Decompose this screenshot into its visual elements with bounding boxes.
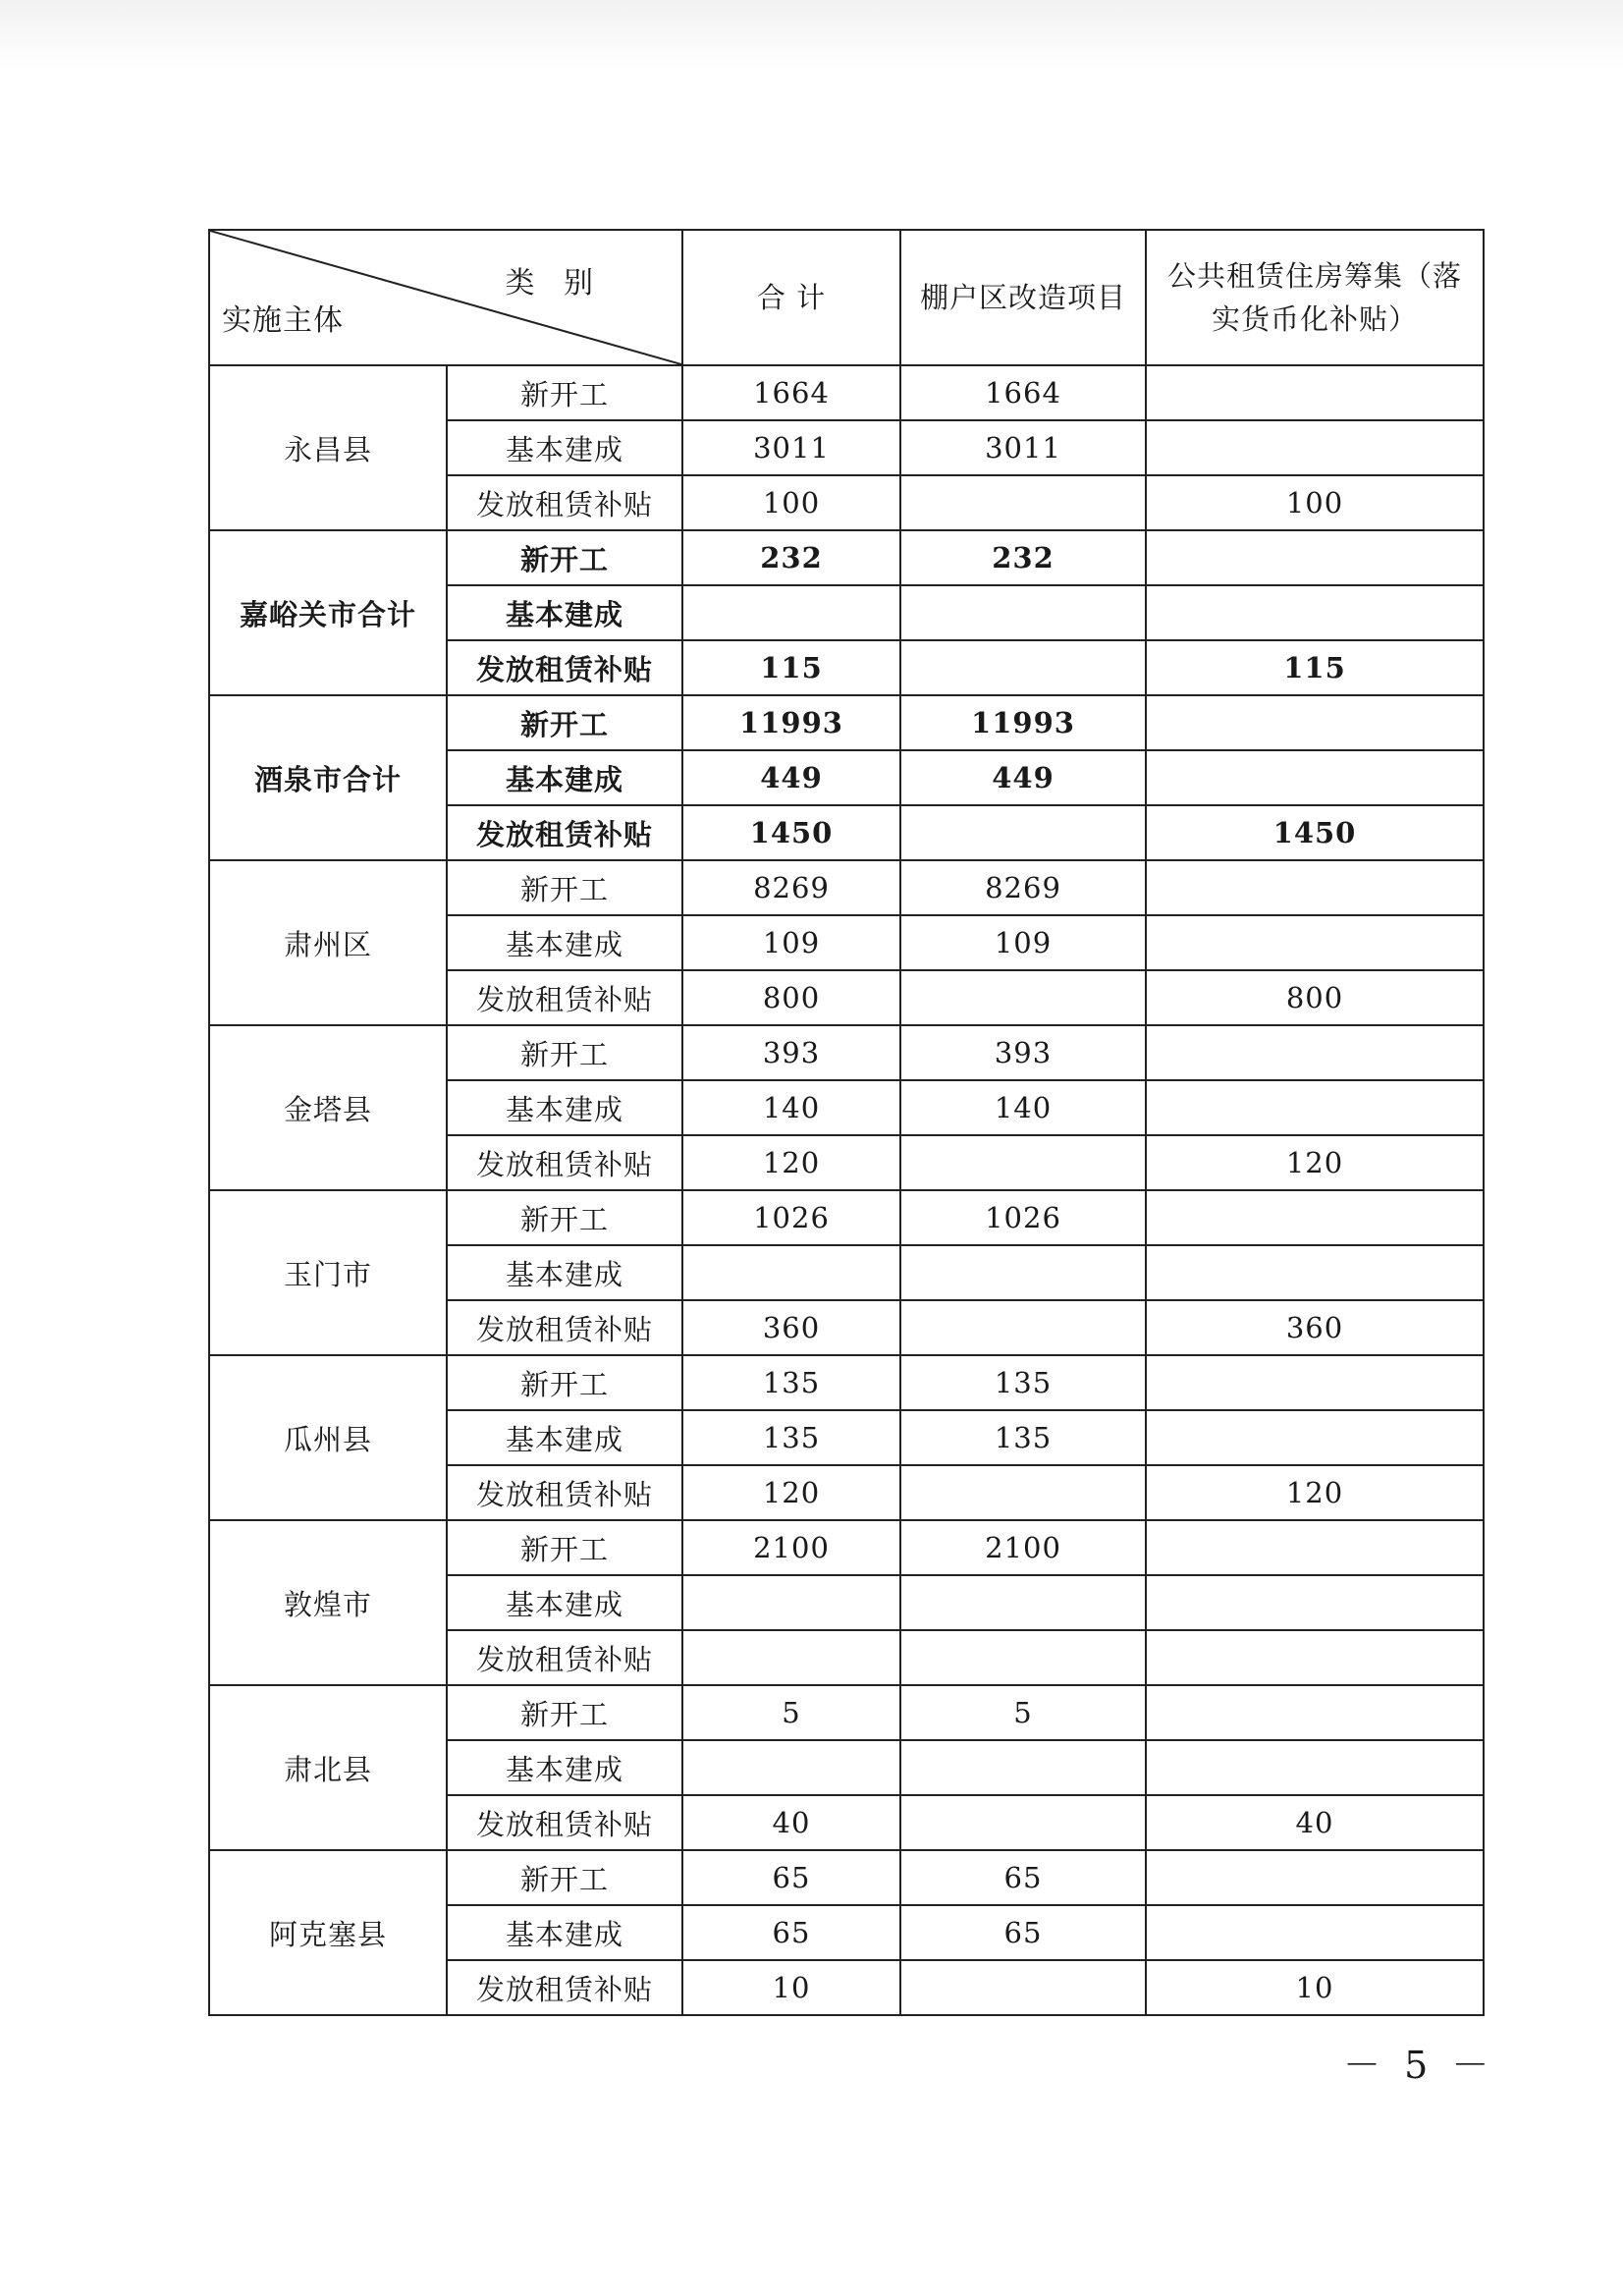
category-cell: 基本建成 bbox=[447, 1740, 682, 1795]
category-cell: 新开工 bbox=[447, 1685, 682, 1740]
category-cell: 基本建成 bbox=[447, 750, 682, 805]
entity-cell: 阿克塞县 bbox=[209, 1850, 447, 2015]
col-header-public-rental bbox=[1146, 230, 1484, 365]
public-rental-cell bbox=[1146, 695, 1484, 750]
shantytown-cell: 1664 bbox=[900, 365, 1146, 420]
public-rental-cell bbox=[1146, 365, 1484, 420]
shantytown-cell bbox=[900, 1300, 1146, 1355]
table-row bbox=[209, 1025, 1484, 1080]
public-rental-cell bbox=[1146, 420, 1484, 475]
public-rental-cell bbox=[1146, 750, 1484, 805]
entity-cell: 玉门市 bbox=[209, 1190, 447, 1355]
total-cell: 120 bbox=[682, 1135, 900, 1190]
page-number: － 5 － bbox=[1343, 2044, 1495, 2087]
category-cell: 基本建成 bbox=[447, 915, 682, 970]
public-rental-cell bbox=[1146, 1905, 1484, 1960]
entity-cell: 肃州区 bbox=[209, 860, 447, 1025]
total-cell: 120 bbox=[682, 1465, 900, 1520]
category-cell: 新开工 bbox=[447, 695, 682, 750]
table-row bbox=[209, 695, 1484, 750]
public-rental-cell bbox=[1146, 1355, 1484, 1410]
total-cell: 65 bbox=[682, 1850, 900, 1905]
category-cell: 新开工 bbox=[447, 1520, 682, 1575]
total-cell bbox=[682, 1740, 900, 1795]
category-cell: 基本建成 bbox=[447, 1905, 682, 1960]
category-cell: 基本建成 bbox=[447, 420, 682, 475]
total-cell: 100 bbox=[682, 475, 900, 530]
category-cell: 发放租赁补贴 bbox=[447, 1960, 682, 2015]
category-cell: 发放租赁补贴 bbox=[447, 1300, 682, 1355]
category-cell: 基本建成 bbox=[447, 1245, 682, 1300]
category-cell: 新开工 bbox=[447, 530, 682, 585]
shantytown-cell: 8269 bbox=[900, 860, 1146, 915]
category-cell: 基本建成 bbox=[447, 1575, 682, 1630]
total-cell bbox=[682, 1245, 900, 1300]
public-rental-cell: 800 bbox=[1146, 970, 1484, 1025]
shantytown-cell bbox=[900, 1465, 1146, 1520]
total-cell: 65 bbox=[682, 1905, 900, 1960]
public-rental-cell bbox=[1146, 1575, 1484, 1630]
total-cell: 1450 bbox=[682, 805, 900, 860]
shantytown-cell: 449 bbox=[900, 750, 1146, 805]
public-rental-cell: 115 bbox=[1146, 640, 1484, 695]
total-cell: 135 bbox=[682, 1355, 900, 1410]
category-cell: 发放租赁补贴 bbox=[447, 1795, 682, 1850]
total-cell: 393 bbox=[682, 1025, 900, 1080]
public-rental-cell: 360 bbox=[1146, 1300, 1484, 1355]
category-cell: 基本建成 bbox=[447, 1080, 682, 1135]
public-rental-cell: 10 bbox=[1146, 1960, 1484, 2015]
total-cell: 5 bbox=[682, 1685, 900, 1740]
public-rental-cell bbox=[1146, 1025, 1484, 1080]
shantytown-cell: 140 bbox=[900, 1080, 1146, 1135]
total-cell: 2100 bbox=[682, 1520, 900, 1575]
shantytown-cell bbox=[900, 585, 1146, 640]
public-rental-cell: 120 bbox=[1146, 1135, 1484, 1190]
total-cell bbox=[682, 1575, 900, 1630]
shantytown-cell: 11993 bbox=[900, 695, 1146, 750]
public-rental-cell bbox=[1146, 1190, 1484, 1245]
table-body bbox=[209, 365, 1484, 2015]
entity-cell: 永昌县 bbox=[209, 365, 447, 530]
public-rental-cell bbox=[1146, 1245, 1484, 1300]
entity-cell: 嘉峪关市合计 bbox=[209, 530, 447, 695]
shantytown-cell: 393 bbox=[900, 1025, 1146, 1080]
public-rental-cell bbox=[1146, 915, 1484, 970]
entity-cell: 瓜州县 bbox=[209, 1355, 447, 1520]
shantytown-cell: 65 bbox=[900, 1905, 1146, 1960]
total-cell: 360 bbox=[682, 1300, 900, 1355]
shantytown-cell bbox=[900, 1740, 1146, 1795]
public-rental-cell: 100 bbox=[1146, 475, 1484, 530]
category-cell: 发放租赁补贴 bbox=[447, 1135, 682, 1190]
public-rental-cell bbox=[1146, 1740, 1484, 1795]
public-rental-cell bbox=[1146, 1410, 1484, 1465]
public-rental-cell bbox=[1146, 1685, 1484, 1740]
diagonal-header-cell bbox=[209, 230, 682, 365]
total-cell: 140 bbox=[682, 1080, 900, 1135]
table-row bbox=[209, 860, 1484, 915]
total-cell: 3011 bbox=[682, 420, 900, 475]
shantytown-cell: 1026 bbox=[900, 1190, 1146, 1245]
col-header-shantytown: 棚户区改造项目 bbox=[900, 230, 1146, 365]
shantytown-cell: 232 bbox=[900, 530, 1146, 585]
category-cell: 发放租赁补贴 bbox=[447, 1630, 682, 1685]
public-rental-cell: 40 bbox=[1146, 1795, 1484, 1850]
shantytown-cell bbox=[900, 805, 1146, 860]
category-cell: 发放租赁补贴 bbox=[447, 475, 682, 530]
public-rental-cell bbox=[1146, 1520, 1484, 1575]
total-cell: 135 bbox=[682, 1410, 900, 1465]
shantytown-cell: 5 bbox=[900, 1685, 1146, 1740]
table-row bbox=[209, 1355, 1484, 1410]
entity-cell: 敦煌市 bbox=[209, 1520, 447, 1685]
category-cell: 新开工 bbox=[447, 1190, 682, 1245]
category-cell: 新开工 bbox=[447, 860, 682, 915]
table-row bbox=[209, 1520, 1484, 1575]
total-cell bbox=[682, 1630, 900, 1685]
total-cell: 109 bbox=[682, 915, 900, 970]
table-container bbox=[208, 229, 1483, 2016]
category-cell: 基本建成 bbox=[447, 1410, 682, 1465]
table-row bbox=[209, 1685, 1484, 1740]
entity-cell: 肃北县 bbox=[209, 1685, 447, 1850]
public-rental-cell bbox=[1146, 530, 1484, 585]
category-cell: 发放租赁补贴 bbox=[447, 1465, 682, 1520]
entity-cell: 金塔县 bbox=[209, 1025, 447, 1190]
shantytown-cell: 109 bbox=[900, 915, 1146, 970]
total-cell: 115 bbox=[682, 640, 900, 695]
shantytown-cell bbox=[900, 1135, 1146, 1190]
shantytown-cell bbox=[900, 1575, 1146, 1630]
total-cell: 11993 bbox=[682, 695, 900, 750]
shantytown-cell bbox=[900, 475, 1146, 530]
table-row bbox=[209, 530, 1484, 585]
category-cell: 基本建成 bbox=[447, 585, 682, 640]
category-cell: 发放租赁补贴 bbox=[447, 970, 682, 1025]
table-row bbox=[209, 365, 1484, 420]
shantytown-cell bbox=[900, 1795, 1146, 1850]
shantytown-cell: 135 bbox=[900, 1410, 1146, 1465]
shantytown-cell: 135 bbox=[900, 1355, 1146, 1410]
entity-label: 实施主体 bbox=[222, 303, 344, 338]
public-rental-cell bbox=[1146, 1630, 1484, 1685]
shantytown-cell bbox=[900, 1960, 1146, 2015]
category-cell: 新开工 bbox=[447, 1355, 682, 1410]
shantytown-cell bbox=[900, 970, 1146, 1025]
category-label: 类 别 bbox=[505, 266, 603, 301]
category-cell: 发放租赁补贴 bbox=[447, 805, 682, 860]
public-rental-cell bbox=[1146, 585, 1484, 640]
total-cell: 800 bbox=[682, 970, 900, 1025]
total-cell: 449 bbox=[682, 750, 900, 805]
col-header-public-rental-text: 公共租赁住房筹集（落实货币化补贴） bbox=[1167, 259, 1463, 336]
public-rental-cell: 120 bbox=[1146, 1465, 1484, 1520]
category-cell: 新开工 bbox=[447, 1025, 682, 1080]
public-rental-cell: 1450 bbox=[1146, 805, 1484, 860]
total-cell: 232 bbox=[682, 530, 900, 585]
total-cell: 40 bbox=[682, 1795, 900, 1850]
shantytown-cell: 2100 bbox=[900, 1520, 1146, 1575]
total-cell: 1664 bbox=[682, 365, 900, 420]
scan-edge-shadow bbox=[0, 0, 1623, 69]
total-cell: 8269 bbox=[682, 860, 900, 915]
table-row bbox=[209, 1850, 1484, 1905]
housing-table bbox=[208, 229, 1485, 2016]
public-rental-cell bbox=[1146, 1850, 1484, 1905]
shantytown-cell bbox=[900, 1630, 1146, 1685]
total-cell: 10 bbox=[682, 1960, 900, 2015]
shantytown-cell: 3011 bbox=[900, 420, 1146, 475]
category-cell: 新开工 bbox=[447, 365, 682, 420]
public-rental-cell bbox=[1146, 1080, 1484, 1135]
shantytown-cell bbox=[900, 1245, 1146, 1300]
category-cell: 发放租赁补贴 bbox=[447, 640, 682, 695]
category-cell: 新开工 bbox=[447, 1850, 682, 1905]
total-cell bbox=[682, 585, 900, 640]
table-row bbox=[209, 1190, 1484, 1245]
total-cell: 1026 bbox=[682, 1190, 900, 1245]
public-rental-cell bbox=[1146, 860, 1484, 915]
shantytown-cell: 65 bbox=[900, 1850, 1146, 1905]
entity-cell: 酒泉市合计 bbox=[209, 695, 447, 860]
col-header-total: 合 计 bbox=[682, 230, 900, 365]
shantytown-cell bbox=[900, 640, 1146, 695]
